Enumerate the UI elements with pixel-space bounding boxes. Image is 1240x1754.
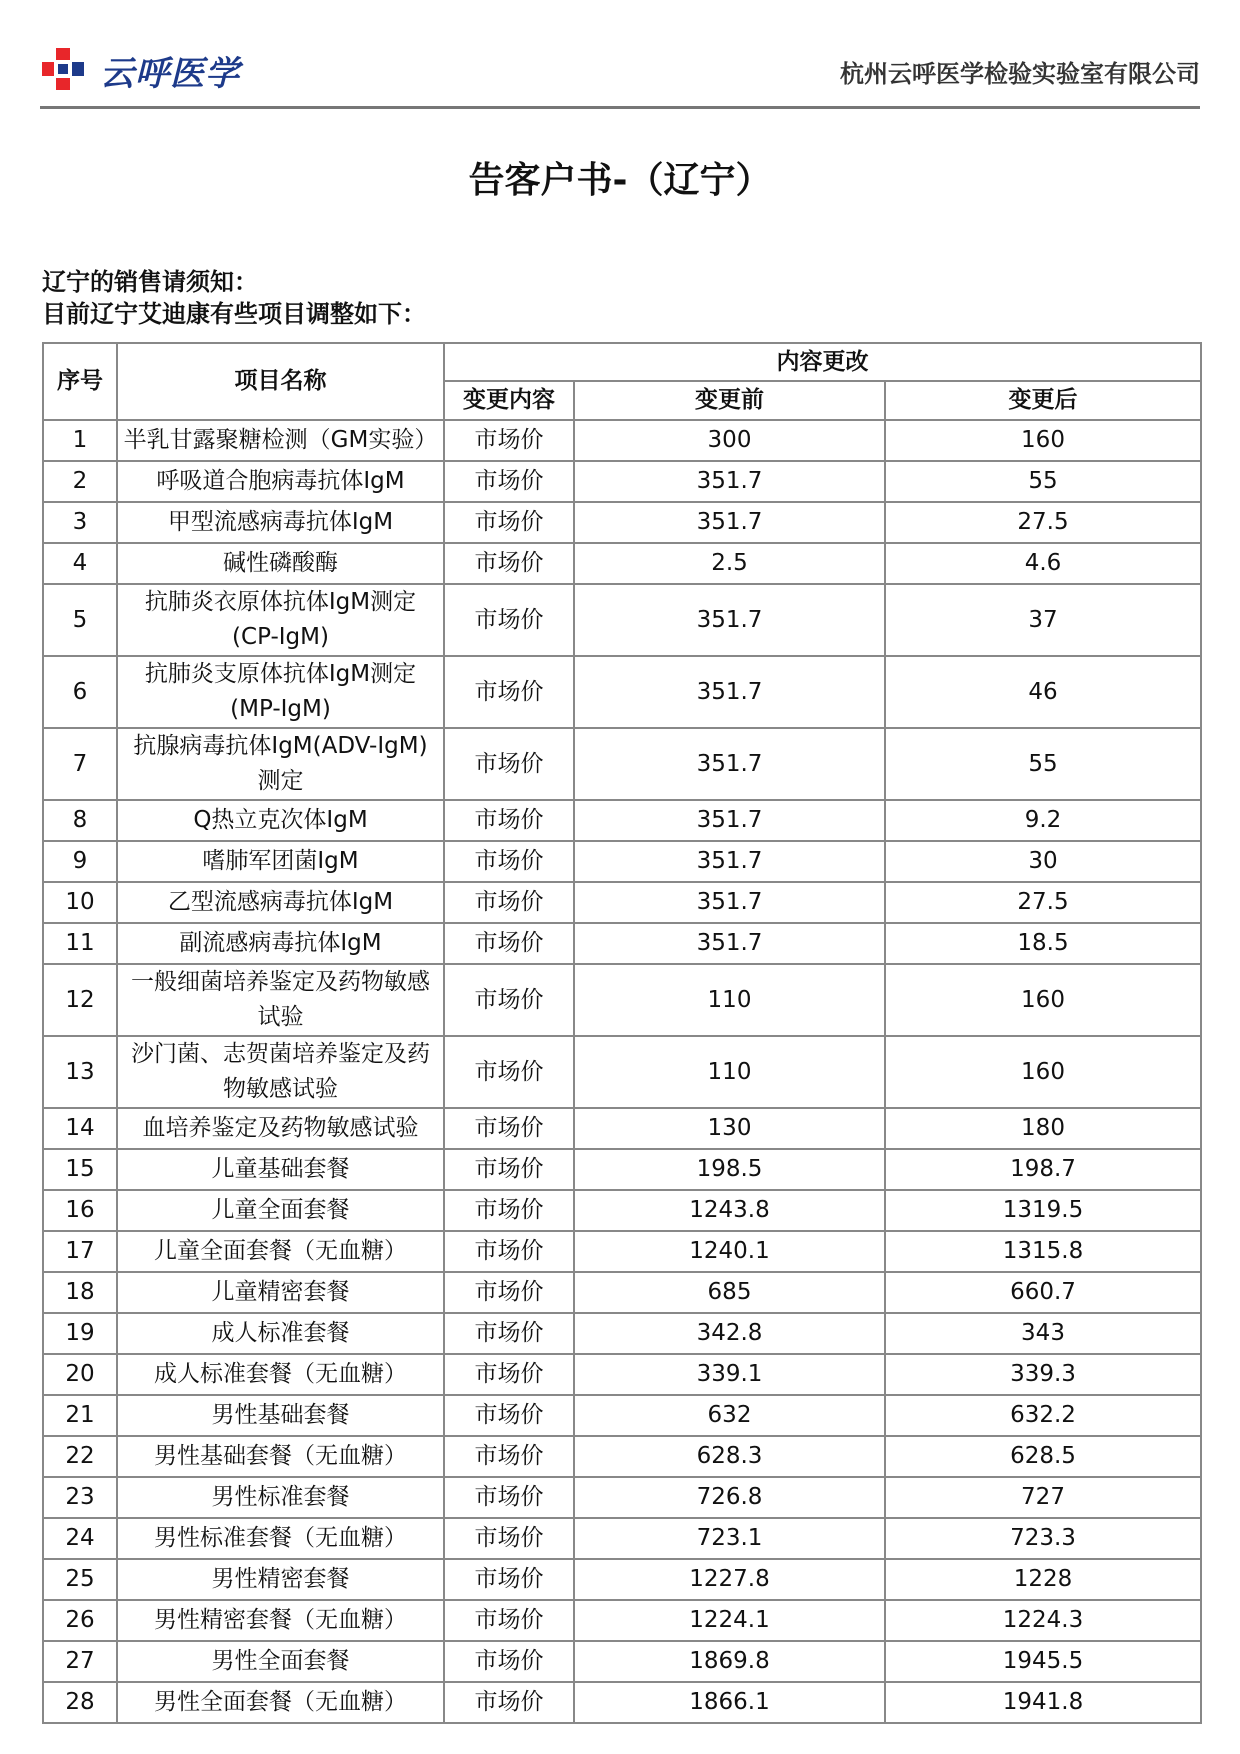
header-group: 内容更改 [444, 343, 1201, 381]
cell-change: 市场价 [444, 1641, 574, 1682]
cell-name: 儿童基础套餐 [117, 1149, 444, 1190]
cell-no: 3 [43, 502, 117, 543]
table-row [43, 728, 1201, 800]
table-row [43, 1395, 1201, 1436]
cell-no: 1 [43, 420, 117, 461]
cell-change: 市场价 [444, 841, 574, 882]
cell-no: 5 [43, 584, 117, 656]
cell-before: 1243.8 [574, 1190, 885, 1231]
table-row [43, 923, 1201, 964]
table-row [43, 800, 1201, 841]
table-row [43, 1682, 1201, 1723]
cell-name: 男性基础套餐（无血糖） [117, 1436, 444, 1477]
cell-name: 碱性磷酸酶 [117, 543, 444, 584]
cell-name: 男性标准套餐 [117, 1477, 444, 1518]
cell-before: 300 [574, 420, 885, 461]
cell-change: 市场价 [444, 1559, 574, 1600]
cell-change: 市场价 [444, 1036, 574, 1108]
cell-change: 市场价 [444, 1272, 574, 1313]
cell-after: 55 [885, 728, 1201, 800]
table-row [43, 1149, 1201, 1190]
table-row [43, 1313, 1201, 1354]
cell-no: 14 [43, 1108, 117, 1149]
cell-change: 市场价 [444, 1108, 574, 1149]
company-name: 杭州云呼医学检验实验室有限公司 [840, 60, 1200, 88]
cell-no: 12 [43, 964, 117, 1036]
cell-before: 351.7 [574, 502, 885, 543]
cell-after: 723.3 [885, 1518, 1201, 1559]
notice-line-2: 目前辽宁艾迪康有些项目调整如下： [42, 300, 426, 328]
cell-after: 1319.5 [885, 1190, 1201, 1231]
cell-change: 市场价 [444, 461, 574, 502]
cell-name: 副流感病毒抗体IgM [117, 923, 444, 964]
cell-before: 351.7 [574, 841, 885, 882]
cell-name: 沙门菌、志贺菌培养鉴定及药物敏感试验 [117, 1036, 444, 1108]
cell-after: 27.5 [885, 882, 1201, 923]
cell-after: 4.6 [885, 543, 1201, 584]
page-title: 告客户书-（辽宁） [468, 160, 772, 201]
table-row [43, 543, 1201, 584]
cell-after: 46 [885, 656, 1201, 728]
cell-name: 一般细菌培养鉴定及药物敏感试验 [117, 964, 444, 1036]
cell-after: 160 [885, 964, 1201, 1036]
header-change: 变更内容 [444, 381, 574, 420]
cell-name: 呼吸道合胞病毒抗体IgM [117, 461, 444, 502]
cell-name: 男性全面套餐（无血糖） [117, 1682, 444, 1723]
cell-name: 男性基础套餐 [117, 1395, 444, 1436]
cell-no: 19 [43, 1313, 117, 1354]
cell-after: 18.5 [885, 923, 1201, 964]
cell-after: 30 [885, 841, 1201, 882]
cell-after: 160 [885, 420, 1201, 461]
cell-no: 10 [43, 882, 117, 923]
cell-before: 351.7 [574, 882, 885, 923]
table-row [43, 964, 1201, 1036]
cell-no: 21 [43, 1395, 117, 1436]
cell-before: 351.7 [574, 800, 885, 841]
header-before: 变更前 [574, 381, 885, 420]
cell-no: 26 [43, 1600, 117, 1641]
cell-before: 726.8 [574, 1477, 885, 1518]
cell-change: 市场价 [444, 1600, 574, 1641]
cell-no: 28 [43, 1682, 117, 1723]
cell-change: 市场价 [444, 800, 574, 841]
cell-before: 351.7 [574, 584, 885, 656]
logo-text: 云呼医学 [100, 53, 240, 94]
cell-after: 37 [885, 584, 1201, 656]
cell-after: 1224.3 [885, 1600, 1201, 1641]
cell-before: 2.5 [574, 543, 885, 584]
cell-no: 15 [43, 1149, 117, 1190]
table-row [43, 1559, 1201, 1600]
cell-no: 11 [43, 923, 117, 964]
cell-no: 7 [43, 728, 117, 800]
cell-name: 血培养鉴定及药物敏感试验 [117, 1108, 444, 1149]
table-row [43, 656, 1201, 728]
table-row [43, 420, 1201, 461]
cell-before: 351.7 [574, 656, 885, 728]
cell-after: 1228 [885, 1559, 1201, 1600]
cell-no: 25 [43, 1559, 117, 1600]
cell-before: 130 [574, 1108, 885, 1149]
cell-after: 1945.5 [885, 1641, 1201, 1682]
logo-cross-icon [40, 46, 92, 94]
cell-name: 儿童全面套餐（无血糖） [117, 1231, 444, 1272]
cell-change: 市场价 [444, 1354, 574, 1395]
cell-no: 24 [43, 1518, 117, 1559]
cell-no: 22 [43, 1436, 117, 1477]
cell-no: 4 [43, 543, 117, 584]
cell-after: 727 [885, 1477, 1201, 1518]
cell-before: 1224.1 [574, 1600, 885, 1641]
cell-after: 660.7 [885, 1272, 1201, 1313]
table-row [43, 1231, 1201, 1272]
price-change-table [42, 342, 1202, 1724]
brand-logo [40, 46, 240, 94]
cell-name: 男性标准套餐（无血糖） [117, 1518, 444, 1559]
cell-after: 198.7 [885, 1149, 1201, 1190]
cell-name: 甲型流感病毒抗体IgM [117, 502, 444, 543]
table-row [43, 1600, 1201, 1641]
cell-change: 市场价 [444, 964, 574, 1036]
cell-no: 2 [43, 461, 117, 502]
cell-before: 1227.8 [574, 1559, 885, 1600]
table-row [43, 1518, 1201, 1559]
header-name: 项目名称 [117, 343, 444, 420]
cell-name: 半乳甘露聚糖检测（GM实验） [117, 420, 444, 461]
table-row [43, 841, 1201, 882]
cell-change: 市场价 [444, 543, 574, 584]
table-row [43, 1190, 1201, 1231]
cell-name: Q热立克次体IgM [117, 800, 444, 841]
cell-after: 1941.8 [885, 1682, 1201, 1723]
cell-change: 市场价 [444, 923, 574, 964]
table-row [43, 1036, 1201, 1108]
cell-name: 男性精密套餐（无血糖） [117, 1600, 444, 1641]
cell-no: 23 [43, 1477, 117, 1518]
cell-change: 市场价 [444, 656, 574, 728]
cell-change: 市场价 [444, 502, 574, 543]
cell-name: 成人标准套餐（无血糖） [117, 1354, 444, 1395]
table-row [43, 882, 1201, 923]
page-header [40, 40, 1200, 109]
cell-name: 抗肺炎衣原体抗体IgM测定(CP-IgM) [117, 584, 444, 656]
cell-after: 55 [885, 461, 1201, 502]
cell-change: 市场价 [444, 1313, 574, 1354]
cell-name: 儿童精密套餐 [117, 1272, 444, 1313]
cell-after: 628.5 [885, 1436, 1201, 1477]
cell-after: 180 [885, 1108, 1201, 1149]
table-row [43, 584, 1201, 656]
cell-name: 抗腺病毒抗体IgM(ADV-IgM)测定 [117, 728, 444, 800]
cell-change: 市场价 [444, 1231, 574, 1272]
table-row [43, 502, 1201, 543]
cell-before: 198.5 [574, 1149, 885, 1190]
cell-before: 351.7 [574, 461, 885, 502]
cell-no: 13 [43, 1036, 117, 1108]
cell-no: 17 [43, 1231, 117, 1272]
table-row [43, 1477, 1201, 1518]
cell-before: 1240.1 [574, 1231, 885, 1272]
table-row [43, 1436, 1201, 1477]
cell-before: 110 [574, 964, 885, 1036]
cell-before: 351.7 [574, 923, 885, 964]
table-row [43, 1354, 1201, 1395]
cell-no: 18 [43, 1272, 117, 1313]
cell-name: 嗜肺军团菌IgM [117, 841, 444, 882]
cell-after: 160 [885, 1036, 1201, 1108]
cell-change: 市场价 [444, 1436, 574, 1477]
cell-no: 9 [43, 841, 117, 882]
cell-no: 27 [43, 1641, 117, 1682]
cell-no: 6 [43, 656, 117, 728]
cell-before: 342.8 [574, 1313, 885, 1354]
cell-before: 685 [574, 1272, 885, 1313]
cell-name: 男性全面套餐 [117, 1641, 444, 1682]
cell-after: 343 [885, 1313, 1201, 1354]
cell-name: 抗肺炎支原体抗体IgM测定(MP-IgM) [117, 656, 444, 728]
cell-change: 市场价 [444, 728, 574, 800]
cell-before: 351.7 [574, 728, 885, 800]
header-after: 变更后 [885, 381, 1201, 420]
cell-before: 1866.1 [574, 1682, 885, 1723]
cell-before: 1869.8 [574, 1641, 885, 1682]
cell-change: 市场价 [444, 1190, 574, 1231]
table-row [43, 1272, 1201, 1313]
cell-no: 20 [43, 1354, 117, 1395]
cell-name: 儿童全面套餐 [117, 1190, 444, 1231]
cell-change: 市场价 [444, 1149, 574, 1190]
cell-after: 1315.8 [885, 1231, 1201, 1272]
cell-name: 成人标准套餐 [117, 1313, 444, 1354]
cell-change: 市场价 [444, 1682, 574, 1723]
cell-after: 9.2 [885, 800, 1201, 841]
cell-after: 27.5 [885, 502, 1201, 543]
table-row [43, 1641, 1201, 1682]
cell-no: 16 [43, 1190, 117, 1231]
cell-name: 乙型流感病毒抗体IgM [117, 882, 444, 923]
cell-name: 男性精密套餐 [117, 1559, 444, 1600]
cell-change: 市场价 [444, 420, 574, 461]
cell-before: 632 [574, 1395, 885, 1436]
cell-after: 339.3 [885, 1354, 1201, 1395]
cell-change: 市场价 [444, 1518, 574, 1559]
table-body [43, 420, 1201, 1723]
cell-before: 723.1 [574, 1518, 885, 1559]
cell-change: 市场价 [444, 882, 574, 923]
table-row [43, 461, 1201, 502]
cell-change: 市场价 [444, 1477, 574, 1518]
cell-after: 632.2 [885, 1395, 1201, 1436]
cell-no: 8 [43, 800, 117, 841]
header-no: 序号 [43, 343, 117, 420]
table-row [43, 1108, 1201, 1149]
cell-before: 339.1 [574, 1354, 885, 1395]
cell-change: 市场价 [444, 1395, 574, 1436]
cell-before: 628.3 [574, 1436, 885, 1477]
cell-change: 市场价 [444, 584, 574, 656]
cell-before: 110 [574, 1036, 885, 1108]
notice-line-1: 辽宁的销售请须知： [42, 268, 258, 296]
